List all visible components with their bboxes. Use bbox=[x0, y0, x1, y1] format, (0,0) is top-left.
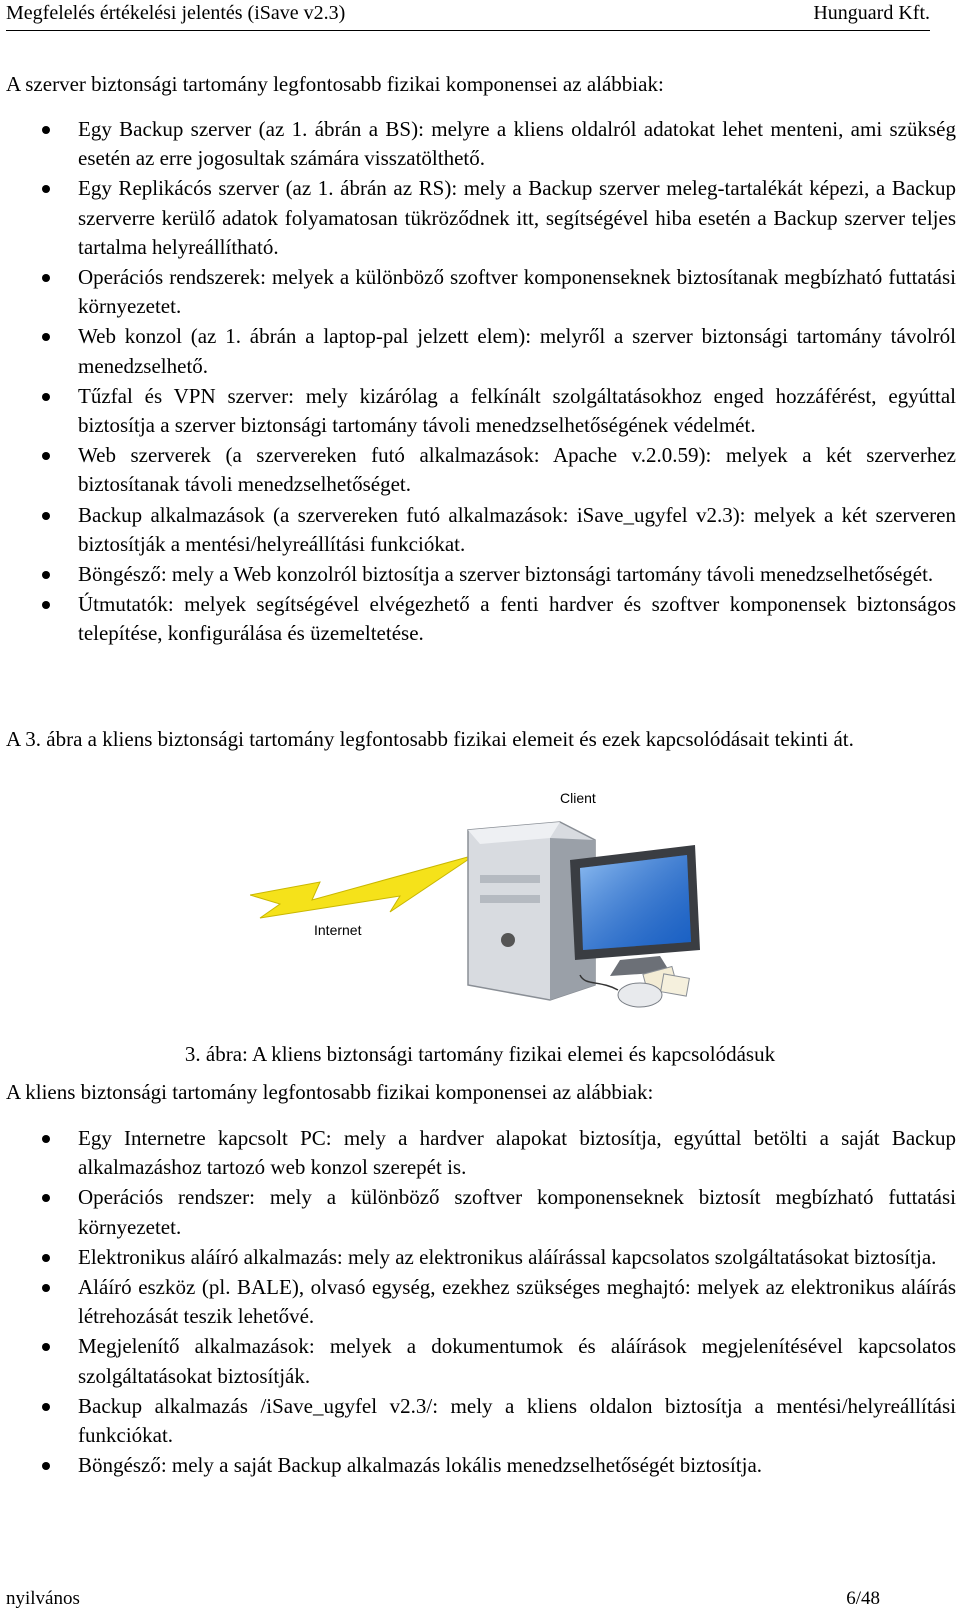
list-item-text: Web szerverek (a szervereken futó alkalmazások: Apache v.2.0.59): melyek a két szerverhez biztosítanak távoli menedzselhetőséget. bbox=[78, 443, 956, 497]
list-item-text: Egy Internetre kapcsolt PC: mely a hardver alapokat biztosítja, egyúttal betölti a saját Backup alkalmazáshoz tartozó web konzol szerepét is. bbox=[78, 1126, 956, 1180]
document-title: Megfelelés értékelési jelentés (iSave v2.3) bbox=[6, 2, 346, 24]
bullet-icon bbox=[42, 601, 50, 609]
list-item bbox=[0, 1183, 956, 1241]
monitor-icon bbox=[570, 845, 700, 976]
classification-label: nyilvános bbox=[6, 1588, 80, 1609]
internet-lightning-icon bbox=[250, 855, 475, 918]
bullet-icon bbox=[42, 452, 50, 460]
client-components-list bbox=[0, 1124, 956, 1481]
list-item-text: Backup alkalmazások (a szervereken futó alkalmazások: iSave_ugyfel v2.3): melyek a két szerveren biztosítják a mentési/helyreállítási funkciókat. bbox=[78, 502, 956, 556]
server-intro: A szerver biztonsági tartomány legfontosabb fizikai komponensei az alábbiak: bbox=[6, 72, 664, 96]
bullet-icon bbox=[42, 333, 50, 341]
list-item-text: Web konzol (az 1. ábrán a laptop-pal jelzett elem): melyről a szerver biztonsági tartomány távolról menedzselhető. bbox=[78, 324, 956, 378]
page-number: 6/48 bbox=[846, 1588, 880, 1609]
bullet-icon bbox=[42, 1284, 50, 1292]
client-label: Client bbox=[560, 790, 596, 806]
bullet-icon bbox=[42, 1254, 50, 1262]
server-components-list bbox=[0, 115, 956, 650]
list-item bbox=[0, 441, 956, 499]
company-name: Hunguard Kft. bbox=[813, 2, 930, 24]
list-item-text: Backup alkalmazás /iSave_ugyfel v2.3/: mely a kliens oldalon biztosítja a mentési/helyreállítási funkciókat. bbox=[78, 1393, 956, 1448]
list-item-text: Megjelenítő alkalmazások: melyek a dokumentumok és aláírások megjelenítésével kapcsolatos szolgáltatásokat biztosítják. bbox=[78, 1334, 956, 1388]
list-item bbox=[0, 1273, 956, 1331]
list-item-text: Egy Backup szerver (az 1. ábrán a BS): melyre a kliens oldalról adatokat lehet menteni, ami szükség esetén az erre jogosultak számára visszatölthető. bbox=[78, 117, 956, 171]
list-item bbox=[0, 1124, 956, 1182]
list-item bbox=[0, 590, 956, 648]
internet-label: Internet bbox=[314, 922, 362, 938]
bullet-icon bbox=[42, 1343, 50, 1351]
bullet-icon bbox=[42, 1462, 50, 1470]
list-item bbox=[0, 382, 956, 440]
list-item-text: Egy Replikácós szerver (az 1. ábrán az RS): mely a Backup szerver meleg-tartalékát képezi, a Backup szerverre kerülő adatok folyamatosan tükröződnek itt, segítségével hiba esetén a Backup szerver teljes tartalma helyreállítható. bbox=[78, 176, 956, 259]
list-item-text: Útmutatók: melyek segítségével elvégezhető a fenti hardver és szoftver komponensek biztonságos telepítése, konfigurálása és üzemeltetése. bbox=[78, 592, 956, 646]
client-domain-figure bbox=[250, 790, 720, 1020]
bullet-icon bbox=[42, 185, 50, 193]
list-item-text: Böngésző: mely a Web konzolról biztosítja a szerver biztonsági tartomány távoli menedzselhetőségét. bbox=[78, 562, 934, 587]
bullet-icon bbox=[42, 571, 50, 579]
list-item bbox=[0, 1392, 956, 1450]
bullet-icon bbox=[42, 393, 50, 401]
list-item bbox=[0, 560, 956, 589]
client-intro: A kliens biztonsági tartomány legfontosabb fizikai komponensei az alábbiak: bbox=[6, 1080, 654, 1104]
page-header bbox=[6, 0, 930, 31]
figure-caption: 3. ábra: A kliens biztonsági tartomány fizikai elemei és kapcsolódásuk bbox=[184, 1042, 776, 1066]
list-item bbox=[0, 174, 956, 262]
figure-intro: A 3. ábra a kliens biztonsági tartomány legfontosabb fizikai elemeit és ezek kapcsolódásait tekinti át. bbox=[6, 727, 854, 751]
list-item-text: Böngésző: mely a saját Backup alkalmazás lokális menedzselhetőségét biztosítja. bbox=[78, 1453, 763, 1478]
list-item-text: Aláíró eszköz (pl. BALE), olvasó egység, ezekhez szükséges meghajtó: melyek az elektronikus aláírás létrehozását teszik lehetővé. bbox=[78, 1275, 956, 1329]
bullet-icon bbox=[42, 1194, 50, 1202]
bullet-icon bbox=[42, 1135, 50, 1143]
list-item-text: Elektronikus aláíró alkalmazás: mely az elektronikus aláírással kapcsolatos szolgáltatásokat biztosítja. bbox=[78, 1244, 937, 1269]
list-item bbox=[0, 263, 956, 321]
list-item bbox=[0, 115, 956, 173]
bullet-icon bbox=[42, 126, 50, 134]
list-item-text: Operációs rendszer: mely a különböző szoftver komponenseknek biztosít megbízható futtatási környezetet. bbox=[78, 1185, 956, 1239]
list-item bbox=[0, 1332, 956, 1390]
client-diagram bbox=[250, 800, 720, 1020]
list-item bbox=[0, 1243, 956, 1272]
list-item bbox=[0, 1451, 956, 1480]
list-item-text: Operációs rendszerek: melyek a különböző szoftver komponenseknek biztosítanak megbízható futtatási környezetet. bbox=[78, 265, 956, 319]
bullet-icon bbox=[42, 274, 50, 282]
list-item bbox=[0, 322, 956, 380]
list-item bbox=[0, 501, 956, 559]
list-item-text: Tűzfal és VPN szerver: mely kizárólag a felkínált szolgáltatásokhoz enged hozzáférést, egyúttal biztosítja a szerver biztonsági tartomány távoli menedzselhetőségének védelmét. bbox=[78, 383, 956, 438]
bullet-icon bbox=[42, 512, 50, 520]
bullet-icon bbox=[42, 1403, 50, 1411]
